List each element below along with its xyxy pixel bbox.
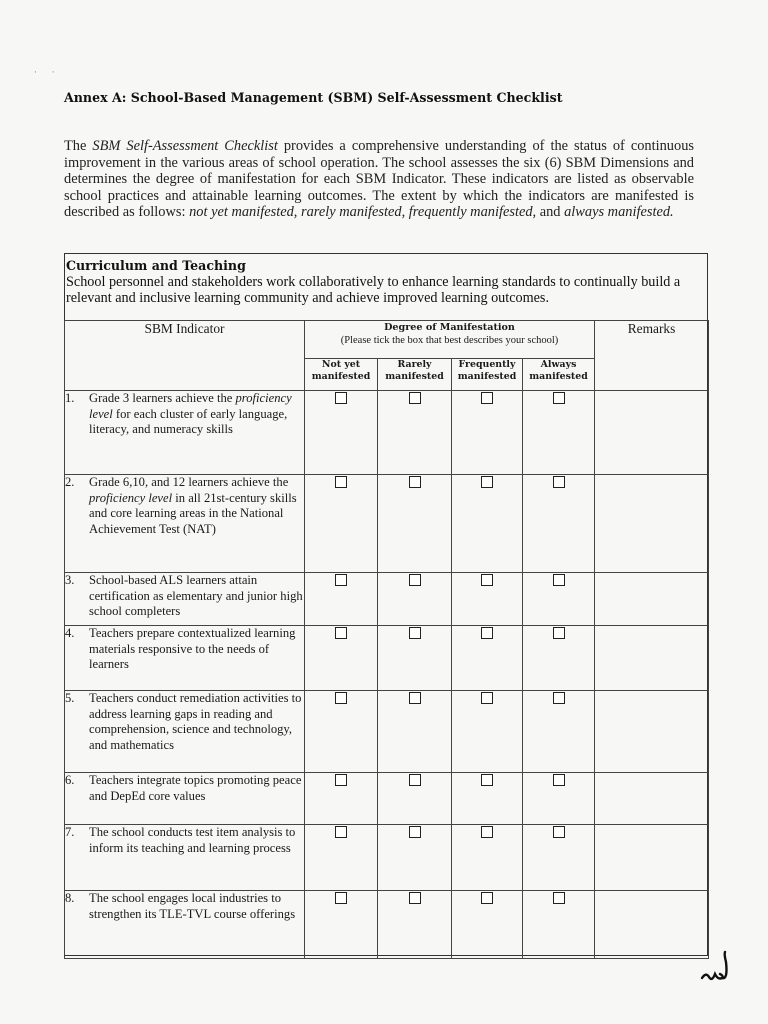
remarks-cell[interactable]	[595, 391, 709, 475]
checkbox-not-yet[interactable]	[335, 392, 347, 404]
remarks-cell[interactable]	[595, 573, 709, 626]
table-row	[65, 475, 709, 573]
remarks-cell[interactable]	[595, 825, 709, 891]
indicator-cell: 8. The school engages local industries to strengthen its TLE-TVL course offerings	[65, 891, 305, 959]
table-row	[65, 891, 709, 959]
checkbox-not-yet[interactable]	[335, 692, 347, 704]
checkbox-rarely[interactable]	[409, 826, 421, 838]
checkbox-rarely[interactable]	[409, 392, 421, 404]
level-header: Always manifested	[523, 359, 595, 391]
checkbox-always[interactable]	[553, 476, 565, 488]
intro-paragraph: The SBM Self-Assessment Checklist provides a comprehensive understanding of the status of continuous improvement in the various areas of school operation. The school assesses the six (6) SBM Dimensions and determines the degree of manifestation for each SBM Indicator. These indicators are listed as observable school practices and attainable learning outcomes. The extent by which the indicators are manifested is described as follows: not yet manifested, rarely manifested, frequently manifested, and always manifested.	[64, 138, 694, 221]
area-description: School personnel and stakeholders work collaboratively to enhance learning standards to continually build a relevant and inclusive learning community and achieve improved learning outcomes.	[66, 274, 681, 306]
checkbox-always[interactable]	[553, 892, 565, 904]
checkbox-not-yet[interactable]	[335, 892, 347, 904]
checkbox-frequently[interactable]	[481, 692, 493, 704]
checkbox-rarely[interactable]	[409, 892, 421, 904]
degree-header: Degree of Manifestation (Please tick the box that best describes your school)	[305, 321, 595, 359]
checkbox-frequently[interactable]	[481, 476, 493, 488]
checkbox-rarely[interactable]	[409, 692, 421, 704]
remarks-cell[interactable]	[595, 691, 709, 773]
checkbox-not-yet[interactable]	[335, 627, 347, 639]
remarks-cell[interactable]	[595, 891, 709, 959]
checklist-table	[64, 320, 709, 959]
checkbox-rarely[interactable]	[409, 476, 421, 488]
indicator-cell: 7. The school conducts test item analysis to inform its teaching and learning process	[65, 825, 305, 891]
checkbox-always[interactable]	[553, 574, 565, 586]
checkbox-not-yet[interactable]	[335, 574, 347, 586]
indicator-cell: 6. Teachers integrate topics promoting peace and DepEd core values	[65, 773, 305, 825]
indicator-cell: 2. Grade 6,10, and 12 learners achieve the proficiency level in all 21st-century skills and core learning areas in the National Achievement Test (NAT)	[65, 475, 305, 573]
level-header: Not yet manifested	[305, 359, 378, 391]
scan-marks: · ·	[34, 68, 61, 78]
checkbox-always[interactable]	[553, 627, 565, 639]
indicator-cell: 3. School-based ALS learners attain certification as elementary and junior high school completers	[65, 573, 305, 626]
remarks-cell[interactable]	[595, 626, 709, 691]
checkbox-always[interactable]	[553, 826, 565, 838]
table-row	[65, 825, 709, 891]
checkbox-always[interactable]	[553, 692, 565, 704]
checkbox-rarely[interactable]	[409, 627, 421, 639]
table-row	[65, 391, 709, 475]
checkbox-frequently[interactable]	[481, 774, 493, 786]
checkbox-not-yet[interactable]	[335, 774, 347, 786]
level-header: Rarely manifested	[378, 359, 452, 391]
table-row	[65, 773, 709, 825]
checkbox-always[interactable]	[553, 392, 565, 404]
remarks-cell[interactable]	[595, 475, 709, 573]
checkbox-frequently[interactable]	[481, 892, 493, 904]
checkbox-frequently[interactable]	[481, 574, 493, 586]
indicator-header: SBM Indicator	[65, 321, 305, 391]
checkbox-rarely[interactable]	[409, 574, 421, 586]
table-row	[65, 626, 709, 691]
checkbox-always[interactable]	[553, 774, 565, 786]
indicator-cell: 4. Teachers prepare contextualized learning materials responsive to the needs of learners	[65, 626, 305, 691]
indicator-cell: 1. Grade 3 learners achieve the proficiency level for each cluster of early language, literacy, and numeracy skills	[65, 391, 305, 475]
checkbox-frequently[interactable]	[481, 627, 493, 639]
remarks-cell[interactable]	[595, 773, 709, 825]
checkbox-rarely[interactable]	[409, 774, 421, 786]
indicator-cell: 5. Teachers conduct remediation activities to address learning gaps in reading and comprehension, science and technology, and mathematics	[65, 691, 305, 773]
checkbox-not-yet[interactable]	[335, 826, 347, 838]
table-row	[65, 573, 709, 626]
handwritten-initial-mark	[700, 950, 740, 990]
remarks-header: Remarks	[595, 321, 709, 391]
table-row	[65, 691, 709, 773]
level-header: Frequently manifested	[452, 359, 523, 391]
checkbox-frequently[interactable]	[481, 826, 493, 838]
area-heading: Curriculum and Teaching	[66, 258, 246, 273]
checkbox-not-yet[interactable]	[335, 476, 347, 488]
checkbox-frequently[interactable]	[481, 392, 493, 404]
page-title: Annex A: School-Based Management (SBM) Self-Assessment Checklist	[64, 90, 563, 105]
area-section	[66, 258, 706, 306]
